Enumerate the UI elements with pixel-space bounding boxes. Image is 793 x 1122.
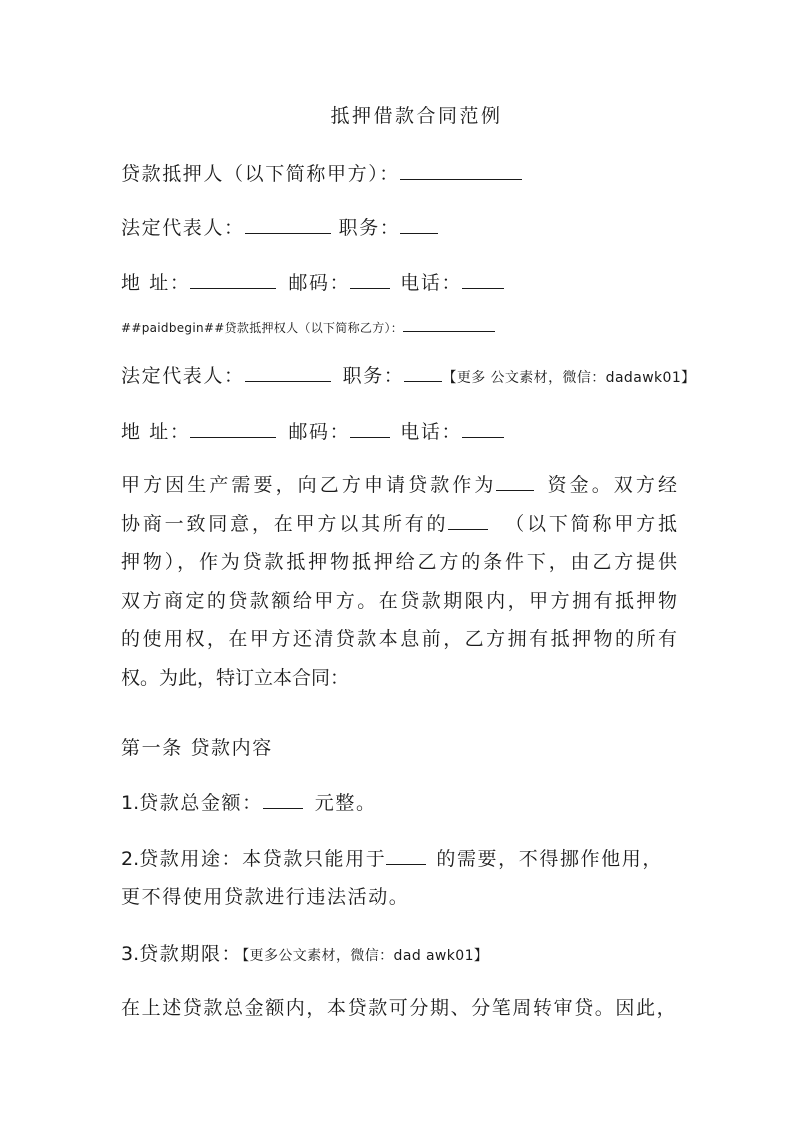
address-line-b [121,420,504,444]
intro-text-1: 甲方因生产需要，向乙方申请贷款作为 [121,474,497,496]
item-3-number: 3. [121,943,140,965]
item-3-label: 贷款期限： [139,943,243,965]
legal-rep-label-a: 法定代表人： [121,217,245,239]
legal-rep-line-b [121,364,696,390]
address-label-a: 地 址： [121,272,191,294]
item-1-unit: 元整。 [314,792,377,814]
item-3 [121,942,488,968]
mortgagor-blank [400,162,522,180]
mortgagee-line [121,320,495,336]
position-label-a: 职务： [338,217,401,239]
material-note-2: 【更多公文素材，微信：dad awk01】 [242,948,489,964]
purpose-blank [496,473,534,491]
legal-rep-blank-b [245,364,331,382]
phone-blank-b [462,420,504,438]
item-1-number: 1. [121,792,140,814]
item-2 [121,847,663,871]
postcode-blank-a [350,271,390,289]
postcode-label-b: 邮码： [288,421,351,443]
address-blank-b [190,420,276,438]
address-line-a [121,271,504,295]
intro-text-3: 协商一致同意，在甲方以其所有的 [121,512,449,535]
item-2-label: 贷款用途：本贷款只能用于 [139,848,387,870]
intro-paragraph [121,466,677,698]
legal-rep-blank-a [245,216,331,234]
phone-blank-a [462,271,504,289]
intro-row-4: 双方商定的贷款额给甲方。在贷款期限内，甲方拥有抵押物 [121,589,677,612]
intro-text-4: （以下简称甲方抵 [502,512,677,535]
address-label-b: 地 址： [121,421,191,443]
material-note-1: 【更多 公文素材，微信：dadawk01】 [442,370,696,386]
mortgagor-label: 贷款抵押人（以下简称甲方）： [121,163,400,185]
mortgagee-label: 贷款抵押权人（以下简称乙方）： [224,321,404,335]
legal-rep-line-a [121,216,438,240]
mortgagee-blank [403,320,495,332]
item-1-label: 贷款总金额： [139,792,263,814]
intro-row-1 [121,466,677,505]
position-label-b: 职务： [342,365,405,387]
item-2-text: 的需要，不得挪作他用， [436,848,663,870]
collateral-blank [448,512,488,530]
installment-paragraph: 在上述贷款总金额内，本贷款可分期、分笔周转审贷。因此， [121,997,678,1019]
paid-marker: ##paidbegin## [121,321,225,335]
position-blank-b [404,364,442,382]
item-1 [121,791,377,815]
legal-rep-label-b: 法定代表人： [121,365,245,387]
phone-label-b: 电话： [400,421,463,443]
intro-row-6: 权。为此，特订立本合同： [121,666,350,689]
total-amount-blank [263,791,303,809]
document-title: 抵押借款合同范例 [330,105,503,127]
postcode-label-a: 邮码： [288,272,351,294]
postcode-blank-b [350,420,390,438]
article-1-heading: 第一条 贷款内容 [121,737,273,759]
address-blank-a [190,271,276,289]
mortgagor-line [121,162,522,186]
intro-row-5: 的使用权，在甲方还清贷款本息前，乙方拥有抵押物的所有 [121,628,677,651]
intro-row-3: 押物），作为贷款抵押物抵押给乙方的条件下，由乙方提供 [121,551,677,574]
intro-row-2 [121,505,677,544]
usage-blank [386,847,426,865]
phone-label-a: 电话： [400,272,463,294]
intro-text-2: 资金。双方经 [544,474,677,496]
item-2-cont: 更不得使用贷款进行违法活动。 [121,886,410,908]
item-2-number: 2. [121,848,140,870]
position-blank-a [400,216,438,234]
